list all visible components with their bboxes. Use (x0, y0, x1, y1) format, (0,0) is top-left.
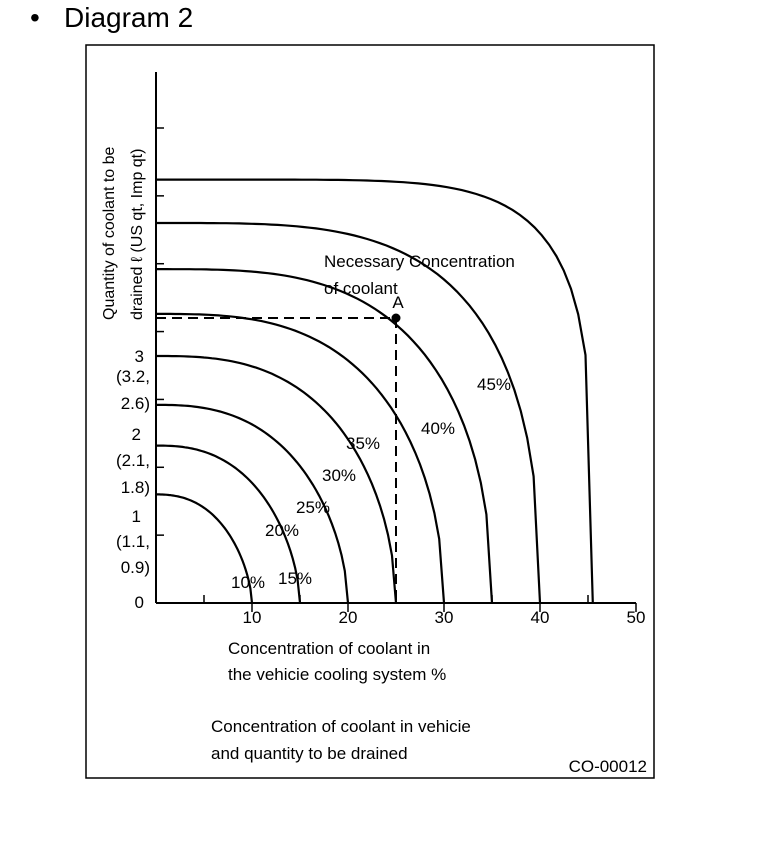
heading-text: Diagram 2 (64, 2, 194, 33)
series-label: 45% (476, 375, 512, 394)
tick-labels (116, 347, 645, 627)
y-axis-label-line-2: drained ℓ (US qt, Imp qt) (129, 148, 146, 320)
series-label: 15% (277, 569, 313, 588)
series-label: 10% (230, 573, 266, 592)
series-label: 35% (345, 434, 381, 453)
x-tick-label: 30 (434, 608, 454, 627)
x-tick-label: 50 (626, 608, 646, 627)
series-label: 20% (264, 521, 300, 540)
y-tick-label: 0 (134, 593, 144, 612)
y-tick-label: 1.8) (120, 478, 150, 497)
x-tick-label: 10 (242, 608, 262, 627)
y-tick-label: (3.2, (115, 367, 150, 386)
y-tick-label: 2 (131, 425, 141, 444)
y-axis-label-line-1: Quantity of coolant to be (101, 146, 118, 320)
y-tick-label: (2.1, (115, 451, 150, 470)
x-axis-label-line-1: Concentration of coolant in (228, 639, 431, 658)
point-a-label: A (392, 293, 404, 312)
series-label: 40% (420, 419, 456, 438)
curve-45pct (156, 180, 593, 603)
title-line-2: of coolant (324, 279, 398, 298)
series-label: 25% (295, 498, 331, 517)
caption-line-2: and quantity to be drained (211, 744, 408, 763)
y-tick-label: 3 (134, 347, 144, 366)
y-tick-label: (1.1, (115, 532, 150, 551)
x-tick-label: 20 (338, 608, 358, 627)
y-tick-label: 0.9) (120, 558, 150, 577)
curve-25pct (156, 356, 396, 603)
bullet-icon: • (30, 2, 40, 33)
point-a-marker (392, 314, 401, 323)
figure-code: CO-00012 (568, 757, 647, 776)
series-label: 30% (321, 466, 357, 485)
caption-line-1: Concentration of coolant in vehicie (211, 717, 471, 736)
series-curves (156, 180, 593, 603)
x-axis-label-line-2: the vehicie cooling system % (228, 665, 447, 684)
title-line-1: Necessary Concentration (324, 252, 515, 271)
x-tick-label: 40 (530, 608, 550, 627)
y-tick-label: 2.6) (120, 394, 150, 413)
y-tick-label: 1 (131, 507, 141, 526)
